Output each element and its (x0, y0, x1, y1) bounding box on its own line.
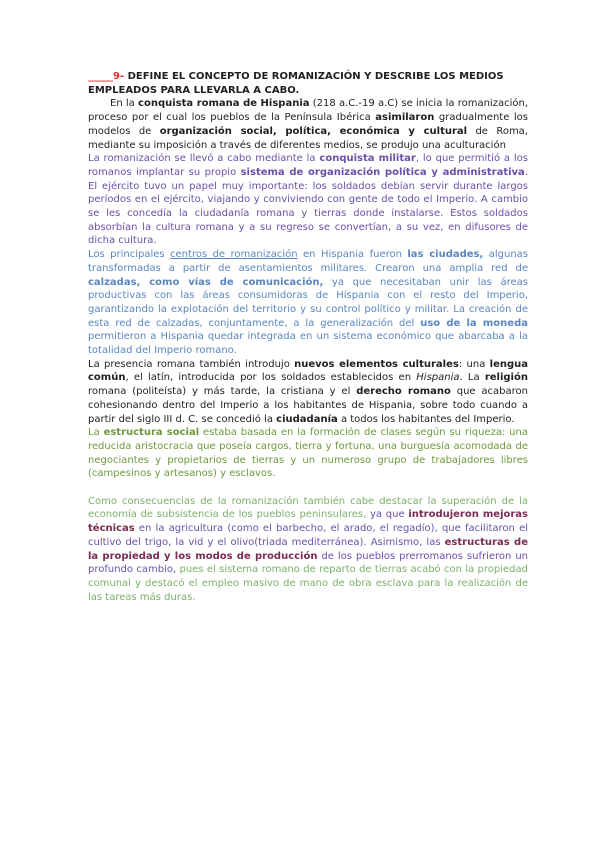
question-number: _____9- (88, 71, 125, 82)
bold-term: nuevos elementos culturales (294, 358, 459, 370)
bold-term: lengua común (88, 358, 528, 384)
bold-term: las ciudades, (407, 249, 484, 261)
text-run: Los principales (88, 249, 171, 261)
question-text: DEFINE EL CONCEPTO DE ROMANIZACIÓN Y DESCRIBE LOS MEDIOS EMPLEADOS PARA LLEVARLA A CABO. (88, 71, 504, 96)
bold-term: uso de la moneda (420, 317, 528, 329)
bold-term: estructuras de la propiedad y los modos de producción (88, 536, 528, 562)
question-title (88, 70, 528, 97)
italic-term: Hispania (416, 372, 460, 384)
bold-term: calzadas, como vías de comunicación, (88, 276, 324, 288)
text-run: en la agricultura (como el barbecho, el arado, el regadío), que facilitaron el cultivo del trigo, la vid y el olivo(triada mediterránea). Asimismo, las (88, 523, 528, 548)
text-run: La (88, 427, 104, 439)
bold-term: sistema de organización política y administrativa (240, 166, 525, 178)
bold-term: asimilaron (375, 112, 435, 124)
text-run: que acabaron cohesionando dentro del Imperio a los habitantes de Hispania, sobre todo cuando a partir del siglo III d. C. se concedió la (88, 386, 528, 425)
text-run: . El ejército tuvo un papel muy importante: los soldados debían servir durante largos períodos en el ejército, viajando y conviviendo con gente de todo el Imperio. A cambio se les concedía la ciudadanía romana y tierras donde instalarse. Estos soldados absorbían la cultura romana y a su regreso se convertían, a su vez, en difusores de dicha cultura. (88, 166, 528, 247)
document-page (88, 70, 528, 604)
text-run: de los pueblos prerromanos sufrieron un profundo cambio, (88, 550, 528, 576)
text-run: en Hispania fueron (297, 249, 408, 261)
paragraph-spacer (88, 481, 528, 495)
paragraph-consequences (88, 495, 528, 605)
bold-term: conquista romana de Hispania (138, 98, 310, 110)
text-run: pues el sistema romano de reparto de tierras acabó con la propiedad comunal y destacó el empleo masivo de mano de obra esclava para la realización de las tareas más duras. (88, 564, 528, 603)
paragraph-military-conquest (88, 152, 528, 248)
text-run: En la (110, 98, 139, 110)
bold-term: religión (484, 372, 528, 384)
paragraph-definition (88, 97, 528, 152)
text-run: romana (politeísta) y más tarde, la cristiana y el (88, 386, 357, 398)
paragraph-cities-roads (88, 248, 528, 358)
text-run: . La (459, 372, 485, 384)
text-run: Como consecuencias de la romanización también cabe destacar la superación de la economía de subsistencia de los pueblos peninsulares, (88, 495, 528, 521)
text-run: (218 a.C.-19 a.C) se inicia la romanización, proceso por el cual los pueblos de la Península Ibérica (88, 98, 528, 124)
text-run: La romanización se llevó a cabo mediante la (88, 153, 320, 165)
text-run: gradualmente los modelos de (88, 112, 528, 137)
paragraph-social-structure (88, 426, 528, 481)
bold-term: organización social, política, económica y cultural (159, 125, 468, 137)
paragraph-cultural-elements (88, 358, 528, 427)
text-run: de Roma, mediante su imposición a través de diferentes medios, se produjo una aculturación (88, 125, 528, 151)
text-run: , lo que permitió a los romanos implantar su propio (88, 153, 528, 178)
bold-term: conquista militar (319, 153, 416, 165)
bold-term: introdujeron mejoras técnicas (88, 509, 528, 535)
text-run: ya que (370, 509, 409, 521)
text-run: permitieron a Hispania quedar integrada en un sistema económico que abarcaba a la totalidad del Imperio romano. (88, 331, 528, 357)
bold-term: ciudadanía (276, 413, 338, 425)
text-run: La presencia romana también introdujo (88, 358, 295, 370)
bold-term: derecho romano (356, 386, 451, 398)
text-run: ya que necesitaban unir las áreas productivas con las áreas consumidoras de Hispania con el resto del Imperio, garantizando la explotación del territorio y su control político y militar. La creación de esta red de calzadas, conjuntamente, a la generalización del (88, 276, 528, 329)
text-run: : una (458, 358, 490, 370)
text-run: algunas transformadas a partir de asentamientos militares. Crearon una amplia red de (88, 249, 528, 274)
text-run: estaba basada en la formación de clases según su riqueza: una reducida aristocracia que poseía cargos, tierra y fortuna, una burguesía acomodada de negociantes y propietarios de tierras y un numeroso grupo de trabajadores libres (campesinos y artesanos) y esclavos. (88, 427, 528, 480)
text-run: , el latín, introducida por los soldados establecidos en (125, 372, 417, 384)
bold-term: estructura social (103, 427, 200, 439)
underlined-term: centros de romanización (170, 249, 298, 261)
text-run: a todos los habitantes del Imperio. (337, 413, 515, 425)
